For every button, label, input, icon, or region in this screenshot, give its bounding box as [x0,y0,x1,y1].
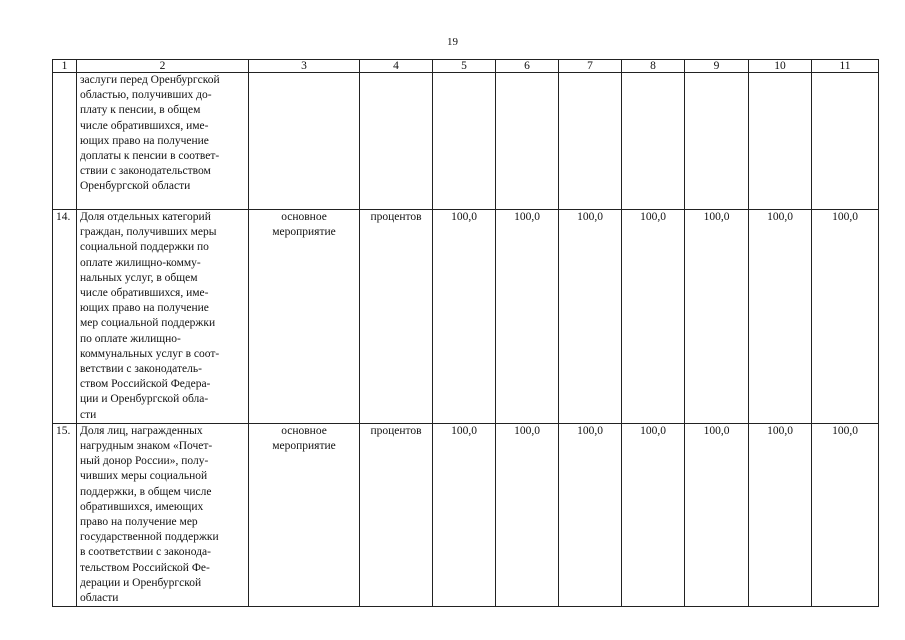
value-cell: 100,0 [749,210,812,424]
column-header-2: 2 [77,60,249,73]
column-header-7: 7 [559,60,622,73]
value-cell [622,73,685,210]
value-cell [559,73,622,210]
column-header-11: 11 [812,60,879,73]
value-cell: 100,0 [685,210,749,424]
indicator-unit [360,73,433,210]
indicator-type: основное мероприятие [249,210,360,424]
indicator-unit: процентов [360,423,433,606]
indicator-type [249,73,360,210]
column-header-4: 4 [360,60,433,73]
value-cell [496,73,559,210]
column-header-6: 6 [496,60,559,73]
table-row-14 [53,210,879,424]
column-header-3: 3 [249,60,360,73]
value-cell [433,73,496,210]
value-cell: 100,0 [622,423,685,606]
page-number: 19 [447,36,458,48]
value-cell: 100,0 [749,423,812,606]
column-header-8: 8 [622,60,685,73]
value-cell: 100,0 [496,423,559,606]
value-cell: 100,0 [812,210,879,424]
value-cell: 100,0 [685,423,749,606]
value-cell: 100,0 [622,210,685,424]
indicator-description: Доля лиц, награжденных нагрудным знаком «Почет- ный донор России», полу- чивших меры социальной поддержки, в общем числе обратившихся, имеющих право на получение мер государственной поддержки в соответствии с законода- тельством Российской Фе- дерации и Оренбургской области [77,423,249,606]
table-row-continuation [53,73,879,210]
row-number: 15. [53,423,77,606]
column-header-10: 10 [749,60,812,73]
value-cell: 100,0 [559,210,622,424]
column-number-header-row [53,60,879,73]
value-cell: 100,0 [433,423,496,606]
row-number: 14. [53,210,77,424]
column-header-1: 1 [53,60,77,73]
row-number [53,73,77,210]
indicator-description: заслуги перед Оренбургской областью, получивших до- плату к пенсии, в общем числе обратившихся, име- ющих право на получение доплаты к пенсии в соответ- ствии с законодательством Оренбургской области [77,73,249,210]
indicator-unit: процентов [360,210,433,424]
value-cell: 100,0 [496,210,559,424]
value-cell [685,73,749,210]
value-cell: 100,0 [559,423,622,606]
indicator-type: основное мероприятие [249,423,360,606]
column-header-9: 9 [685,60,749,73]
value-cell: 100,0 [433,210,496,424]
table-row-15 [53,423,879,606]
value-cell [812,73,879,210]
column-header-5: 5 [433,60,496,73]
value-cell: 100,0 [812,423,879,606]
indicator-table [52,59,879,607]
indicator-description: Доля отдельных категорий граждан, получивших меры социальной поддержки по оплате жилищно-комму- нальных услуг, в общем числе обратившихся, име- ющих право на получение мер социальной поддержки по оплате жилищно- коммунальных услуг в соот- ветствии с законодатель- ством Российской Федера- ции и Оренбургской обла- сти [77,210,249,424]
value-cell [749,73,812,210]
